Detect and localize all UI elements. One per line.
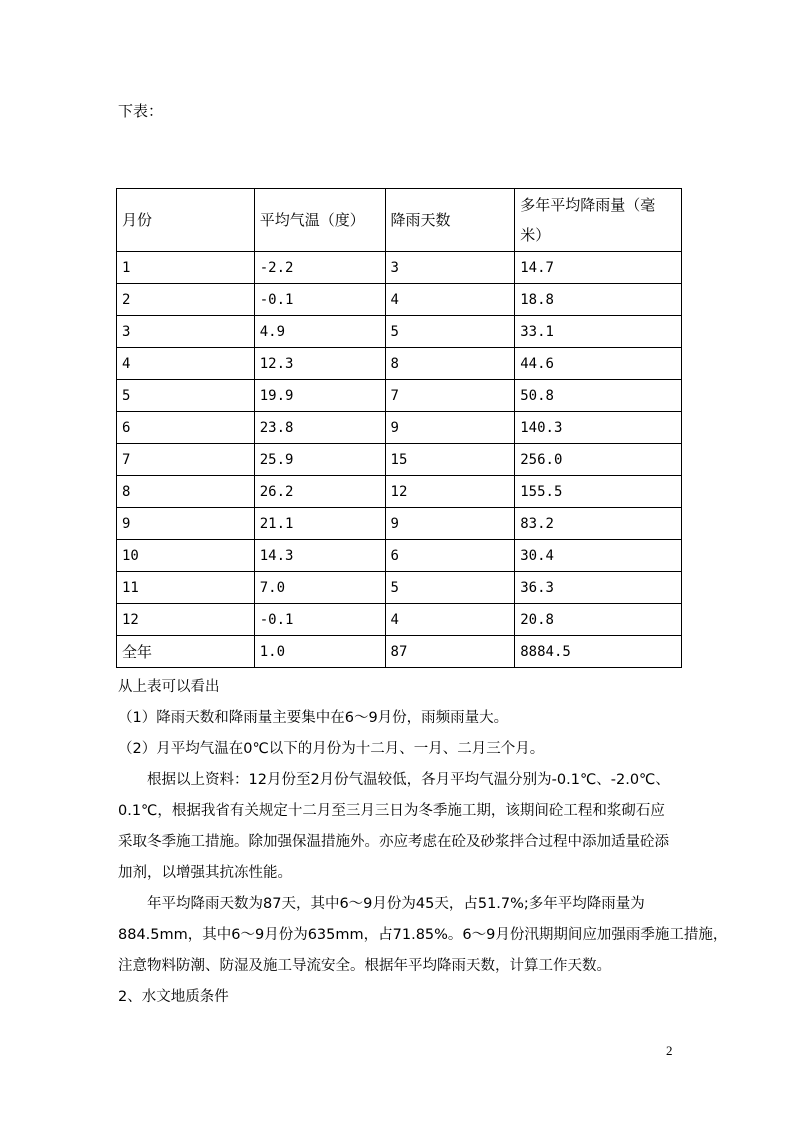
- cell-rainfall: 140.3: [515, 412, 682, 444]
- cell-rain-days: 9: [385, 508, 515, 540]
- cell-rain-days: 15: [385, 444, 515, 476]
- cell-rain-days: 4: [385, 284, 515, 316]
- cell-month: 全年: [117, 636, 255, 668]
- cell-month: 7: [117, 444, 255, 476]
- cell-avg-temp: 25.9: [254, 444, 385, 476]
- cell-avg-temp: 1.0: [254, 636, 385, 668]
- cell-rainfall: 30.4: [515, 540, 682, 572]
- cell-avg-temp: 4.9: [254, 316, 385, 348]
- cell-rain-days: 7: [385, 380, 515, 412]
- cell-month: 3: [117, 316, 255, 348]
- cell-rain-days: 12: [385, 476, 515, 508]
- cell-month: 6: [117, 412, 255, 444]
- text-line-2: （1）降雨天数和降雨量主要集中在6～9月份，雨频雨量大。: [118, 710, 509, 726]
- table-row: [117, 476, 682, 508]
- header-month: 月份: [117, 189, 255, 252]
- cell-rainfall: 256.0: [515, 444, 682, 476]
- cell-month: 12: [117, 604, 255, 636]
- header-rainfall-line2: 米）: [520, 226, 551, 244]
- text-line-5: 0.1℃，根据我省有关规定十二月至三月三日为冬季施工期，该期间砼工程和浆砌石应: [118, 803, 665, 819]
- table-row: [117, 252, 682, 284]
- cell-rain-days: 5: [385, 572, 515, 604]
- page-number: 2: [666, 1043, 673, 1058]
- cell-rainfall: 36.3: [515, 572, 682, 604]
- cell-rain-days: 6: [385, 540, 515, 572]
- table-row: [117, 380, 682, 412]
- header-rainfall-line1: 多年平均降雨量（毫: [520, 196, 656, 214]
- cell-rain-days: 9: [385, 412, 515, 444]
- table-row: [117, 540, 682, 572]
- cell-rainfall: 20.8: [515, 604, 682, 636]
- table-row: [117, 604, 682, 636]
- cell-rain-days: 5: [385, 316, 515, 348]
- intro-text: 下表：: [118, 102, 164, 120]
- cell-avg-temp: 26.2: [254, 476, 385, 508]
- table-row: [117, 316, 682, 348]
- cell-month: 9: [117, 508, 255, 540]
- section-heading: 2、水文地质条件: [118, 989, 229, 1005]
- cell-avg-temp: 14.3: [254, 540, 385, 572]
- table-row: [117, 284, 682, 316]
- cell-rainfall: 18.8: [515, 284, 682, 316]
- text-line-3: （2）月平均气温在0℃以下的月份为十二月、一月、二月三个月。: [118, 741, 545, 757]
- cell-rainfall: 14.7: [515, 252, 682, 284]
- cell-rainfall: 44.6: [515, 348, 682, 380]
- header-rainfall: [515, 189, 682, 252]
- cell-month: 8: [117, 476, 255, 508]
- table-row: [117, 636, 682, 668]
- table-header-row: [117, 189, 682, 252]
- cell-rainfall: 83.2: [515, 508, 682, 540]
- climate-table: [116, 188, 682, 668]
- text-line-10: 注意物料防潮、防湿及施工导流安全。根据年平均降雨天数，计算工作天数。: [118, 958, 611, 974]
- cell-rain-days: 8: [385, 348, 515, 380]
- table-row: [117, 348, 682, 380]
- cell-rain-days: 3: [385, 252, 515, 284]
- cell-month: 11: [117, 572, 255, 604]
- cell-month: 10: [117, 540, 255, 572]
- text-line-4: 根据以上资料：12月份至2月份气温较低，各月平均气温分别为-0.1℃、-2.0℃、: [118, 772, 670, 788]
- cell-rainfall: 8884.5: [515, 636, 682, 668]
- cell-avg-temp: 7.0: [254, 572, 385, 604]
- cell-rainfall: 50.8: [515, 380, 682, 412]
- cell-month: 1: [117, 252, 255, 284]
- cell-avg-temp: -0.1: [254, 604, 385, 636]
- cell-month: 4: [117, 348, 255, 380]
- text-line-1: 从上表可以看出: [118, 679, 220, 695]
- header-rain-days: 降雨天数: [385, 189, 515, 252]
- text-line-8: 年平均降雨天数为87天，其中6～9月份为45天，占51.7%;多年平均降雨量为: [118, 896, 645, 912]
- cell-avg-temp: 23.8: [254, 412, 385, 444]
- table-row: [117, 508, 682, 540]
- cell-month: 2: [117, 284, 255, 316]
- cell-rainfall: 33.1: [515, 316, 682, 348]
- text-line-6: 采取冬季施工措施。除加强保温措施外。亦应考虑在砼及砂浆拌合过程中添加适量砼添: [118, 834, 669, 850]
- cell-month: 5: [117, 380, 255, 412]
- header-avg-temp: 平均气温（度）: [254, 189, 385, 252]
- text-line-9: 884.5mm，其中6～9月份为635mm，占71.85%。6～9月份汛期期间应加强雨季施工措施，: [118, 927, 728, 943]
- cell-avg-temp: -0.1: [254, 284, 385, 316]
- text-line-7: 加剂，以增强其抗冻性能。: [118, 865, 292, 881]
- table-row: [117, 412, 682, 444]
- cell-rain-days: 87: [385, 636, 515, 668]
- cell-rainfall: 155.5: [515, 476, 682, 508]
- cell-avg-temp: -2.2: [254, 252, 385, 284]
- table-row: [117, 572, 682, 604]
- cell-avg-temp: 12.3: [254, 348, 385, 380]
- table-row: [117, 444, 682, 476]
- cell-avg-temp: 21.1: [254, 508, 385, 540]
- cell-rain-days: 4: [385, 604, 515, 636]
- cell-avg-temp: 19.9: [254, 380, 385, 412]
